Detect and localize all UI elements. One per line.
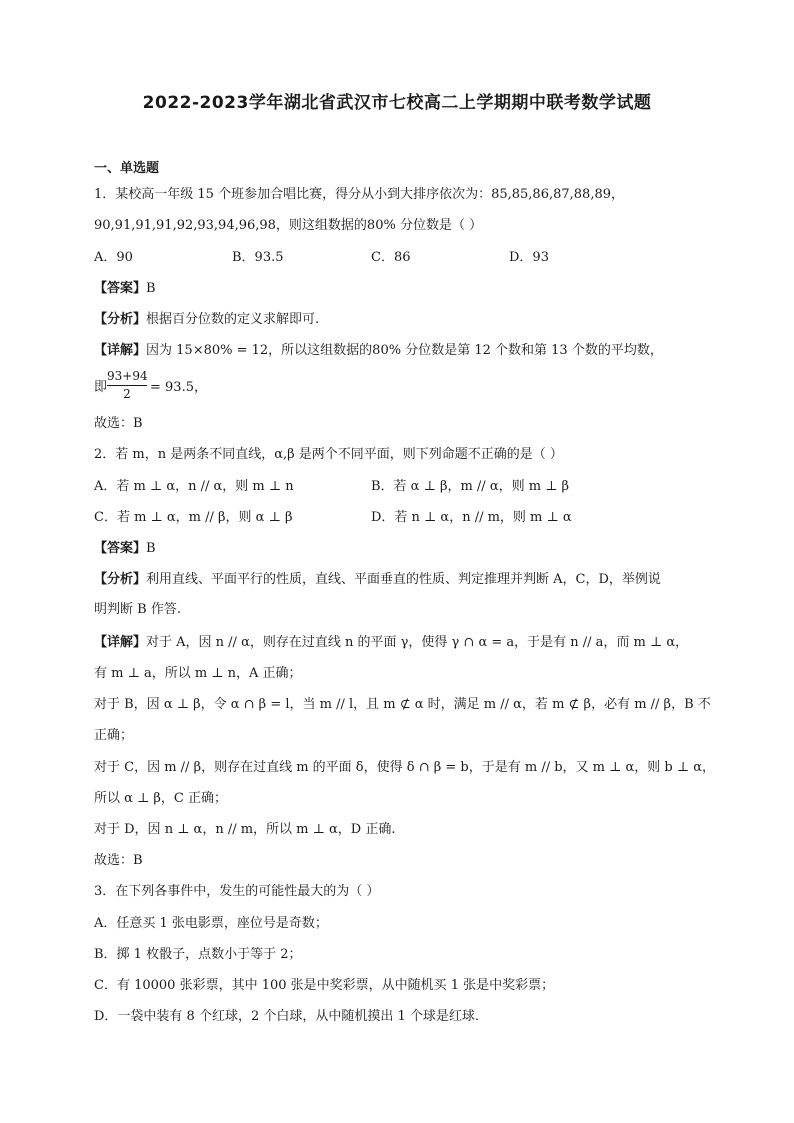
detail-text: 对于 A，因 n // α，则存在过直线 n 的平面 γ，使得 γ ∩ α = a，于是有 n // a，而 m ⊥ α，	[146, 635, 689, 650]
q1-fraction	[107, 368, 147, 402]
answer-tag: 【答案】	[94, 541, 147, 556]
section-heading: 一、单选题	[94, 161, 160, 176]
q2-stem: 2．若 m，n 是两条不同直线，α,β 是两个不同平面，则下列命题不正确的是（ ）	[94, 447, 563, 462]
fraction-denominator: 2	[123, 387, 131, 401]
detail-tag: 【详解】	[94, 343, 147, 358]
q2-option-d: D．若 n ⊥ α，n // m，则 m ⊥ α	[371, 510, 572, 525]
analysis-tag: 【分析】	[94, 572, 147, 587]
q2-detail-line5: 对于 C，因 m // β，则存在过直线 m 的平面 δ，使得 δ ∩ β = b，于是有 m // b，又 m ⊥ α，则 b ⊥ α，	[94, 760, 715, 775]
q1-option-d: D．93	[509, 250, 549, 265]
answer-tag: 【答案】	[94, 281, 147, 296]
document-title: 2022-2023学年湖北省武汉市七校高二上学期期中联考数学试题	[142, 93, 652, 113]
q3-option-c: C．有 10000 张彩票，其中 100 张是中奖彩票，从中随机买 1 张是中奖彩票；	[94, 978, 555, 993]
analysis-tag: 【分析】	[94, 312, 147, 327]
q2-detail-line7: 对于 D，因 n ⊥ α，n // m，所以 m ⊥ α，D 正确.	[94, 822, 396, 837]
q2-detail-line4: 正确；	[94, 728, 134, 743]
q1-detail	[94, 341, 714, 361]
q1-stem-line1: 1．某校高一年级 15 个班参加合唱比赛，得分从小到大排序依次为：85,85,86,87,88,89，	[94, 187, 624, 202]
q1-choose: 故选：B	[94, 416, 143, 431]
q2-option-a: A．若 m ⊥ α，n // α，则 m ⊥ n	[94, 479, 294, 494]
q1-option-a: A．90	[94, 250, 133, 265]
q3-stem: 3．在下列各事件中，发生的可能性最大的为（ ）	[94, 884, 380, 899]
q2-option-c: C．若 m ⊥ α，m // β，则 α ⊥ β	[94, 510, 293, 525]
q1-answer	[94, 279, 714, 299]
q1-option-c: C．86	[371, 250, 411, 265]
analysis-text: 根据百分位数的定义求解即可.	[146, 312, 320, 327]
q1-option-b: B．93.5	[232, 250, 284, 265]
q3-option-d: D．一袋中装有 8 个红球，2 个白球，从中随机摸出 1 个球是红球．	[94, 1009, 488, 1024]
q1-analysis	[94, 310, 714, 330]
q2-detail-line6: 所以 α ⊥ β，C 正确；	[94, 791, 227, 806]
q1-fraction-result: = 93.5，	[150, 380, 207, 395]
answer-value: B	[146, 281, 156, 296]
q3-option-a: A．任意买 1 张电影票，座位号是奇数；	[94, 916, 328, 931]
q1-ji: 即	[94, 380, 108, 395]
q2-detail-line3: 对于 B，因 α ⊥ β，令 α ∩ β = l，当 m // l，且 m ⊄ α 时，满足 m // α，若 m ⊄ β，必有 m // β，B 不	[94, 697, 711, 712]
q2-analysis-line2: 明判断 B 作答.	[94, 602, 181, 617]
q3-option-b: B．掷 1 枚骰子，点数小于等于 2；	[94, 947, 302, 962]
fraction-numerator: 93+94	[107, 368, 147, 386]
detail-tag: 【详解】	[94, 635, 147, 650]
q2-option-b: B．若 α ⊥ β，m // α，则 m ⊥ β	[371, 479, 570, 494]
answer-value: B	[146, 541, 156, 556]
analysis-text: 利用直线、平面平行的性质，直线、平面垂直的性质、判定推理并判断 A，C，D，举例说	[146, 572, 661, 587]
q2-answer	[94, 539, 714, 559]
q2-choose: 故选：B	[94, 853, 143, 868]
q2-detail-line2: 有 m ⊥ a，所以 m ⊥ n，A 正确；	[94, 666, 302, 681]
q2-analysis-line1	[94, 570, 714, 590]
detail-text: 因为 15×80% = 12，所以这组数据的80% 分位数是第 12 个数和第 13 个数的平均数，	[146, 343, 663, 358]
q2-detail-line1	[94, 633, 714, 653]
q1-stem-line2: 90,91,91,91,92,93,94,96,98，则这组数据的80% 分位数是（ ）	[94, 218, 483, 233]
